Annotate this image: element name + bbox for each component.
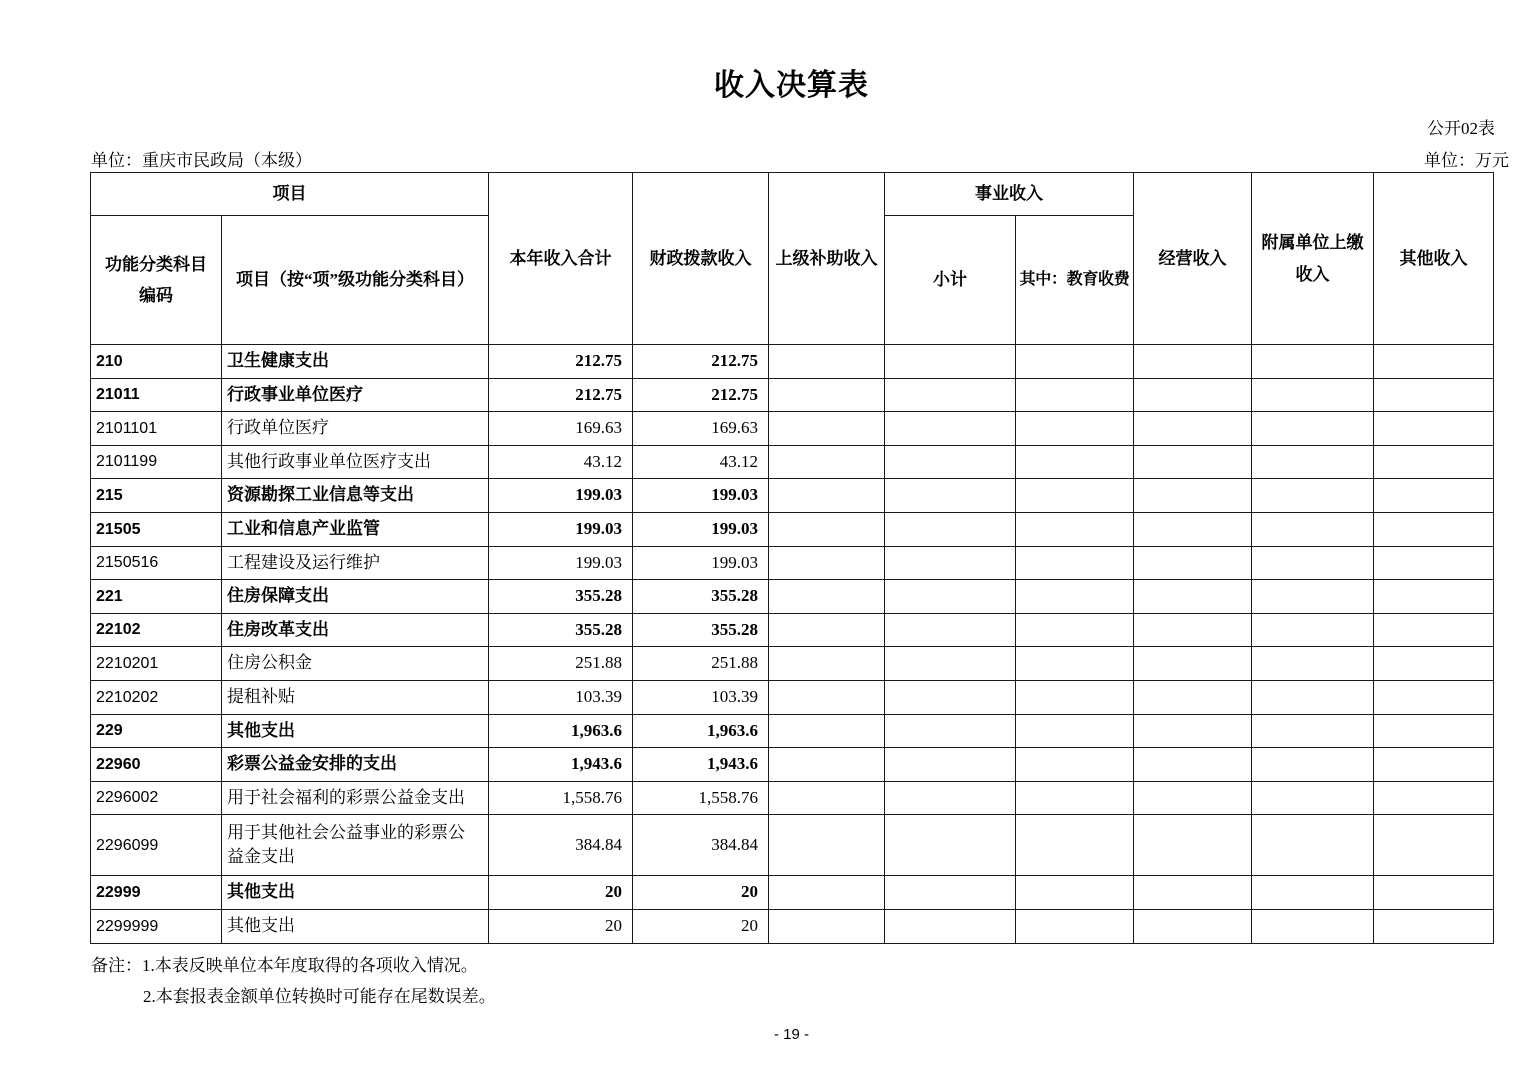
page-number: - 19 - (773, 1026, 809, 1043)
header-fiscal-appropriation: 财政拨款收入 (633, 173, 769, 345)
header-item-name: 项目（按“项”级功能分类科目） (222, 216, 489, 345)
superior-amount-cell (769, 613, 885, 647)
subtotal-amount-cell (885, 714, 1016, 748)
code-cell: 21011 (91, 378, 222, 412)
affiliated-amount-cell (1252, 613, 1374, 647)
code-cell: 2296099 (91, 815, 222, 876)
table-row (91, 613, 1494, 647)
operating-amount-cell (1134, 479, 1252, 513)
superior-amount-cell (769, 781, 885, 815)
table-code-label: 公开02表 (1427, 119, 1495, 138)
operating-amount-cell (1134, 680, 1252, 714)
table-header (91, 173, 1494, 345)
fiscal-amount-cell: 251.88 (633, 647, 769, 681)
item-name-cell: 工业和信息产业监管 (222, 512, 489, 546)
education-amount-cell (1016, 580, 1134, 614)
code-cell: 215 (91, 479, 222, 513)
table-row (91, 714, 1494, 748)
item-name-cell: 其他支出 (222, 714, 489, 748)
affiliated-amount-cell (1252, 412, 1374, 446)
item-name-cell: 其他行政事业单位医疗支出 (222, 445, 489, 479)
affiliated-amount-cell (1252, 909, 1374, 943)
affiliated-amount-cell (1252, 378, 1374, 412)
education-amount-cell (1016, 781, 1134, 815)
education-amount-cell (1016, 647, 1134, 681)
total-amount-cell: 199.03 (489, 546, 633, 580)
superior-amount-cell (769, 748, 885, 782)
superior-amount-cell (769, 714, 885, 748)
superior-amount-cell (769, 512, 885, 546)
education-amount-cell (1016, 445, 1134, 479)
operating-amount-cell (1134, 445, 1252, 479)
fiscal-amount-cell: 1,943.6 (633, 748, 769, 782)
operating-amount-cell (1134, 580, 1252, 614)
other-amount-cell (1374, 412, 1494, 446)
operating-amount-cell (1134, 909, 1252, 943)
total-amount-cell: 355.28 (489, 580, 633, 614)
affiliated-amount-cell (1252, 546, 1374, 580)
superior-amount-cell (769, 876, 885, 910)
affiliated-amount-cell (1252, 748, 1374, 782)
operating-amount-cell (1134, 546, 1252, 580)
table-row (91, 445, 1494, 479)
subtotal-amount-cell (885, 613, 1016, 647)
education-amount-cell (1016, 512, 1134, 546)
table-row (91, 680, 1494, 714)
other-amount-cell (1374, 613, 1494, 647)
subtotal-amount-cell (885, 345, 1016, 379)
subtotal-amount-cell (885, 412, 1016, 446)
education-amount-cell (1016, 546, 1134, 580)
other-amount-cell (1374, 445, 1494, 479)
other-amount-cell (1374, 345, 1494, 379)
superior-amount-cell (769, 580, 885, 614)
total-amount-cell: 1,558.76 (489, 781, 633, 815)
notes (91, 950, 496, 1012)
superior-amount-cell (769, 479, 885, 513)
table-row (91, 909, 1494, 943)
code-cell: 22102 (91, 613, 222, 647)
education-amount-cell (1016, 345, 1134, 379)
other-amount-cell (1374, 580, 1494, 614)
header-affiliated-income: 附属单位上缴收入 (1252, 173, 1374, 345)
total-amount-cell: 251.88 (489, 647, 633, 681)
operating-amount-cell (1134, 781, 1252, 815)
total-amount-cell: 1,963.6 (489, 714, 633, 748)
total-amount-cell: 212.75 (489, 378, 633, 412)
subtotal-amount-cell (885, 815, 1016, 876)
other-amount-cell (1374, 781, 1494, 815)
table-row (91, 815, 1494, 876)
fiscal-amount-cell: 43.12 (633, 445, 769, 479)
header-project-group: 项目 (91, 173, 489, 216)
table-row (91, 345, 1494, 379)
fiscal-amount-cell: 169.63 (633, 412, 769, 446)
subtotal-amount-cell (885, 546, 1016, 580)
item-name-cell: 用于其他社会公益事业的彩票公益金支出 (222, 815, 489, 876)
education-amount-cell (1016, 412, 1134, 446)
subtotal-amount-cell (885, 445, 1016, 479)
header-education-fees: 其中：教育收费 (1016, 216, 1134, 345)
header-subtotal: 小计 (885, 216, 1016, 345)
fiscal-amount-cell: 355.28 (633, 580, 769, 614)
subtotal-amount-cell (885, 479, 1016, 513)
header-operating-income: 经营收入 (1134, 173, 1252, 345)
item-name-cell: 住房保障支出 (222, 580, 489, 614)
total-amount-cell: 169.63 (489, 412, 633, 446)
operating-amount-cell (1134, 748, 1252, 782)
affiliated-amount-cell (1252, 680, 1374, 714)
code-cell: 2101101 (91, 412, 222, 446)
superior-amount-cell (769, 345, 885, 379)
education-amount-cell (1016, 714, 1134, 748)
notes-label: 备注： (91, 956, 142, 975)
fiscal-amount-cell: 20 (633, 909, 769, 943)
unit-organization: 单位：重庆市民政局（本级） (91, 151, 312, 170)
affiliated-amount-cell (1252, 345, 1374, 379)
subtotal-amount-cell (885, 647, 1016, 681)
operating-amount-cell (1134, 512, 1252, 546)
table-body (91, 345, 1494, 944)
code-cell: 229 (91, 714, 222, 748)
unit-currency: 单位：万元 (1424, 151, 1509, 170)
other-amount-cell (1374, 512, 1494, 546)
affiliated-amount-cell (1252, 647, 1374, 681)
total-amount-cell: 43.12 (489, 445, 633, 479)
fiscal-amount-cell: 212.75 (633, 345, 769, 379)
item-name-cell: 住房公积金 (222, 647, 489, 681)
operating-amount-cell (1134, 412, 1252, 446)
item-name-cell: 资源勘探工业信息等支出 (222, 479, 489, 513)
fiscal-amount-cell: 1,963.6 (633, 714, 769, 748)
affiliated-amount-cell (1252, 445, 1374, 479)
item-name-cell: 住房改革支出 (222, 613, 489, 647)
other-amount-cell (1374, 748, 1494, 782)
subtotal-amount-cell (885, 876, 1016, 910)
total-amount-cell: 1,943.6 (489, 748, 633, 782)
subtotal-amount-cell (885, 748, 1016, 782)
code-cell: 2296002 (91, 781, 222, 815)
affiliated-amount-cell (1252, 479, 1374, 513)
table-row (91, 647, 1494, 681)
superior-amount-cell (769, 815, 885, 876)
other-amount-cell (1374, 876, 1494, 910)
fiscal-amount-cell: 355.28 (633, 613, 769, 647)
fiscal-amount-cell: 199.03 (633, 479, 769, 513)
total-amount-cell: 212.75 (489, 345, 633, 379)
code-cell: 221 (91, 580, 222, 614)
other-amount-cell (1374, 546, 1494, 580)
superior-amount-cell (769, 546, 885, 580)
item-name-cell: 用于社会福利的彩票公益金支出 (222, 781, 489, 815)
code-cell: 2210201 (91, 647, 222, 681)
note-text-2: 2.本套报表金额单位转换时可能存在尾数误差。 (143, 987, 496, 1006)
superior-amount-cell (769, 445, 885, 479)
table-row (91, 748, 1494, 782)
item-name-cell: 行政事业单位医疗 (222, 378, 489, 412)
item-name-cell: 卫生健康支出 (222, 345, 489, 379)
superior-amount-cell (769, 680, 885, 714)
other-amount-cell (1374, 815, 1494, 876)
total-amount-cell: 103.39 (489, 680, 633, 714)
education-amount-cell (1016, 748, 1134, 782)
fiscal-amount-cell: 20 (633, 876, 769, 910)
page-title: 收入决算表 (714, 69, 869, 102)
subtotal-amount-cell (885, 512, 1016, 546)
table-row (91, 412, 1494, 446)
table-row (91, 781, 1494, 815)
table-row (91, 580, 1494, 614)
fiscal-amount-cell: 212.75 (633, 378, 769, 412)
table-row (91, 512, 1494, 546)
other-amount-cell (1374, 647, 1494, 681)
education-amount-cell (1016, 479, 1134, 513)
affiliated-amount-cell (1252, 876, 1374, 910)
subtotal-amount-cell (885, 580, 1016, 614)
header-total-income: 本年收入合计 (489, 173, 633, 345)
affiliated-amount-cell (1252, 714, 1374, 748)
item-name-cell: 彩票公益金安排的支出 (222, 748, 489, 782)
code-cell: 2150516 (91, 546, 222, 580)
note-text-1: 1.本表反映单位本年度取得的各项收入情况。 (142, 956, 478, 975)
code-cell: 2210202 (91, 680, 222, 714)
code-cell: 2101199 (91, 445, 222, 479)
revenue-table (90, 172, 1494, 944)
note-line-2 (91, 981, 496, 1012)
code-cell: 22960 (91, 748, 222, 782)
affiliated-amount-cell (1252, 512, 1374, 546)
code-cell: 22999 (91, 876, 222, 910)
total-amount-cell: 384.84 (489, 815, 633, 876)
table-row (91, 546, 1494, 580)
education-amount-cell (1016, 909, 1134, 943)
other-amount-cell (1374, 378, 1494, 412)
subtotal-amount-cell (885, 378, 1016, 412)
affiliated-amount-cell (1252, 815, 1374, 876)
code-cell: 210 (91, 345, 222, 379)
other-amount-cell (1374, 479, 1494, 513)
fiscal-amount-cell: 199.03 (633, 512, 769, 546)
superior-amount-cell (769, 412, 885, 446)
subtotal-amount-cell (885, 781, 1016, 815)
item-name-cell: 工程建设及运行维护 (222, 546, 489, 580)
fiscal-amount-cell: 103.39 (633, 680, 769, 714)
other-amount-cell (1374, 680, 1494, 714)
code-cell: 2299999 (91, 909, 222, 943)
item-name-cell: 其他支出 (222, 876, 489, 910)
education-amount-cell (1016, 378, 1134, 412)
fiscal-amount-cell: 199.03 (633, 546, 769, 580)
operating-amount-cell (1134, 613, 1252, 647)
operating-amount-cell (1134, 345, 1252, 379)
total-amount-cell: 199.03 (489, 512, 633, 546)
header-business-income-group: 事业收入 (885, 173, 1134, 216)
item-name-cell: 行政单位医疗 (222, 412, 489, 446)
superior-amount-cell (769, 909, 885, 943)
affiliated-amount-cell (1252, 580, 1374, 614)
fiscal-amount-cell: 384.84 (633, 815, 769, 876)
fiscal-amount-cell: 1,558.76 (633, 781, 769, 815)
header-other-income: 其他收入 (1374, 173, 1494, 345)
note-line-1 (91, 950, 496, 981)
total-amount-cell: 355.28 (489, 613, 633, 647)
superior-amount-cell (769, 378, 885, 412)
header-function-code: 功能分类科目编码 (91, 216, 222, 345)
table-row (91, 479, 1494, 513)
table-row (91, 876, 1494, 910)
operating-amount-cell (1134, 815, 1252, 876)
operating-amount-cell (1134, 876, 1252, 910)
table-row (91, 378, 1494, 412)
education-amount-cell (1016, 613, 1134, 647)
code-cell: 21505 (91, 512, 222, 546)
other-amount-cell (1374, 909, 1494, 943)
total-amount-cell: 20 (489, 909, 633, 943)
operating-amount-cell (1134, 647, 1252, 681)
header-superior-subsidy: 上级补助收入 (769, 173, 885, 345)
other-amount-cell (1374, 714, 1494, 748)
subtotal-amount-cell (885, 909, 1016, 943)
header-row-1 (91, 173, 1494, 216)
operating-amount-cell (1134, 714, 1252, 748)
subtotal-amount-cell (885, 680, 1016, 714)
total-amount-cell: 20 (489, 876, 633, 910)
superior-amount-cell (769, 647, 885, 681)
education-amount-cell (1016, 815, 1134, 876)
education-amount-cell (1016, 680, 1134, 714)
item-name-cell: 其他支出 (222, 909, 489, 943)
operating-amount-cell (1134, 378, 1252, 412)
total-amount-cell: 199.03 (489, 479, 633, 513)
item-name-cell: 提租补贴 (222, 680, 489, 714)
education-amount-cell (1016, 876, 1134, 910)
affiliated-amount-cell (1252, 781, 1374, 815)
